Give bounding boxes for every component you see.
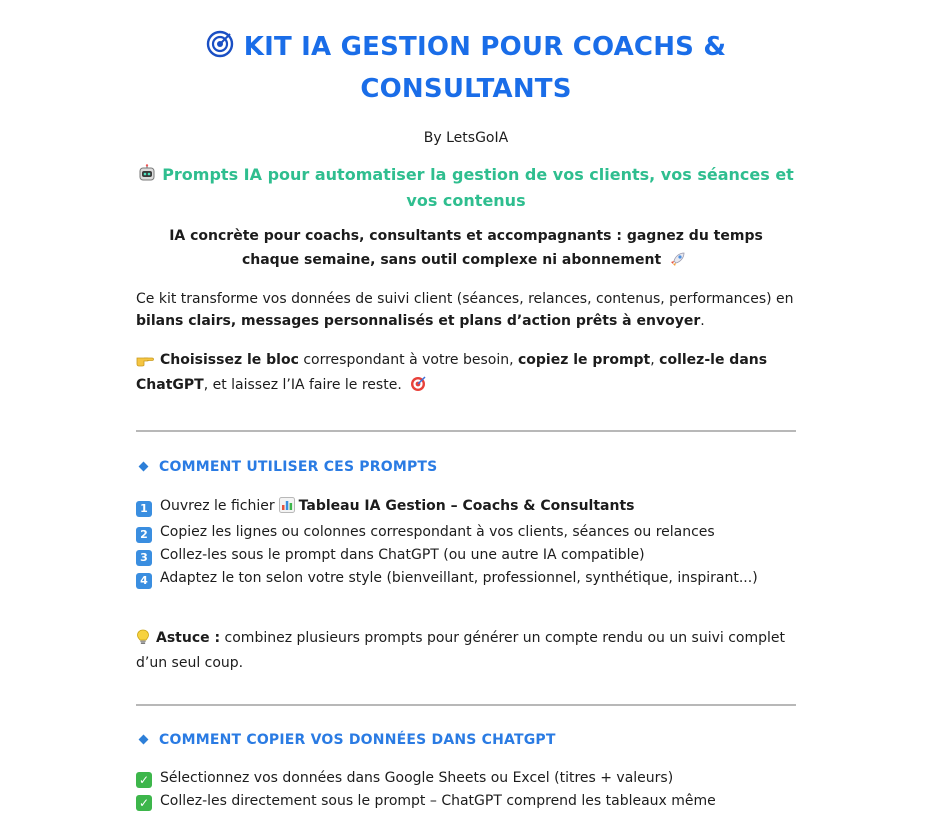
section-heading-usage	[136, 458, 796, 476]
step-text: Ouvrez le fichier	[160, 498, 275, 514]
file-name: Tableau IA Gestion – Coachs & Consultants	[298, 498, 635, 514]
dart-target-icon	[410, 376, 426, 399]
instruction-bold-1: Choisissez le bloc	[160, 352, 299, 368]
section-divider	[136, 704, 796, 706]
intro-text-a: Ce kit transforme vos données de suivi client (séances, relances, contenus, performances) en	[136, 291, 794, 307]
instruction-text-2: ,	[650, 352, 660, 368]
bar-chart-icon	[279, 497, 295, 521]
tip-label: Astuce :	[156, 630, 221, 646]
lightbulb-icon	[136, 629, 150, 652]
list-item	[136, 567, 796, 590]
byline: By LetsGoIA	[423, 130, 509, 146]
rocket-icon	[670, 251, 686, 275]
tip-paragraph	[136, 627, 796, 674]
list-item	[136, 790, 796, 813]
keycap-number-icon: 2	[136, 527, 152, 543]
lead-text: IA concrète pour coachs, consultants et accompagnants : gagnez du temps chaque semaine, sans outil complexe ni abonnement	[169, 228, 763, 268]
intro-paragraph	[136, 288, 796, 332]
copy-steps-list	[136, 767, 796, 813]
section-heading-copy	[136, 731, 796, 749]
instruction-paragraph	[136, 349, 796, 399]
step-text: Copiez les lignes ou colonnes correspondant à vos clients, séances ou relances	[160, 524, 715, 540]
keycap-number-icon: 4	[136, 573, 152, 589]
title-line-1: KIT IA GESTION POUR COACHS &	[243, 32, 727, 62]
step-text: Adaptez le ton selon votre style (bienveillant, professionnel, synthétique, inspirant...)	[160, 570, 758, 586]
blue-diamond-icon	[139, 461, 149, 471]
target-icon	[206, 30, 234, 70]
section-divider	[136, 430, 796, 432]
check-mark-icon: ✓	[136, 772, 152, 788]
instruction-bold-2: copiez le prompt	[517, 352, 651, 368]
check-mark-icon: ✓	[136, 795, 152, 811]
robot-icon	[138, 164, 156, 189]
document	[136, 0, 796, 813]
lead-statement	[148, 224, 784, 275]
list-item	[136, 767, 796, 790]
subtitle	[122, 163, 810, 213]
list-item	[136, 521, 796, 544]
instruction-text-1: correspondant à votre besoin,	[298, 352, 518, 368]
blue-diamond-icon	[139, 734, 149, 744]
keycap-number-icon: 1	[136, 501, 152, 517]
subtitle-text: Prompts IA pour automatiser la gestion de vos clients, vos séances et vos contenus	[162, 165, 794, 210]
list-item	[136, 495, 796, 521]
intro-text-bold: bilans clairs, messages personnalisés et plans d’action prêts à envoyer	[136, 313, 701, 329]
list-item	[136, 544, 796, 567]
check-item-text: Sélectionnez vos données dans Google Sheets ou Excel (titres + valeurs)	[160, 770, 674, 786]
tip-text: combinez plusieurs prompts pour générer un compte rendu ou un suivi complet d’un seul coup.	[136, 630, 785, 671]
usage-steps-list	[136, 495, 796, 590]
page-title	[96, 28, 836, 109]
pointing-hand-icon	[136, 351, 154, 374]
title-line-2: CONSULTANTS	[360, 74, 572, 104]
check-item-text: Collez-les directement sous le prompt – ChatGPT comprend les tableaux même	[160, 793, 716, 809]
intro-text-c: .	[700, 313, 705, 329]
step-text: Collez-les sous le prompt dans ChatGPT (ou une autre IA compatible)	[160, 547, 645, 563]
section-heading-copy-text: COMMENT COPIER VOS DONNÉES DANS CHATGPT	[159, 732, 556, 748]
section-heading-usage-text: COMMENT UTILISER CES PROMPTS	[159, 459, 438, 475]
keycap-number-icon: 3	[136, 550, 152, 566]
instruction-text-3: , et laissez l’IA faire le reste.	[203, 377, 402, 393]
instruction-bold-3: collez-le dans ChatGPT	[136, 352, 768, 393]
